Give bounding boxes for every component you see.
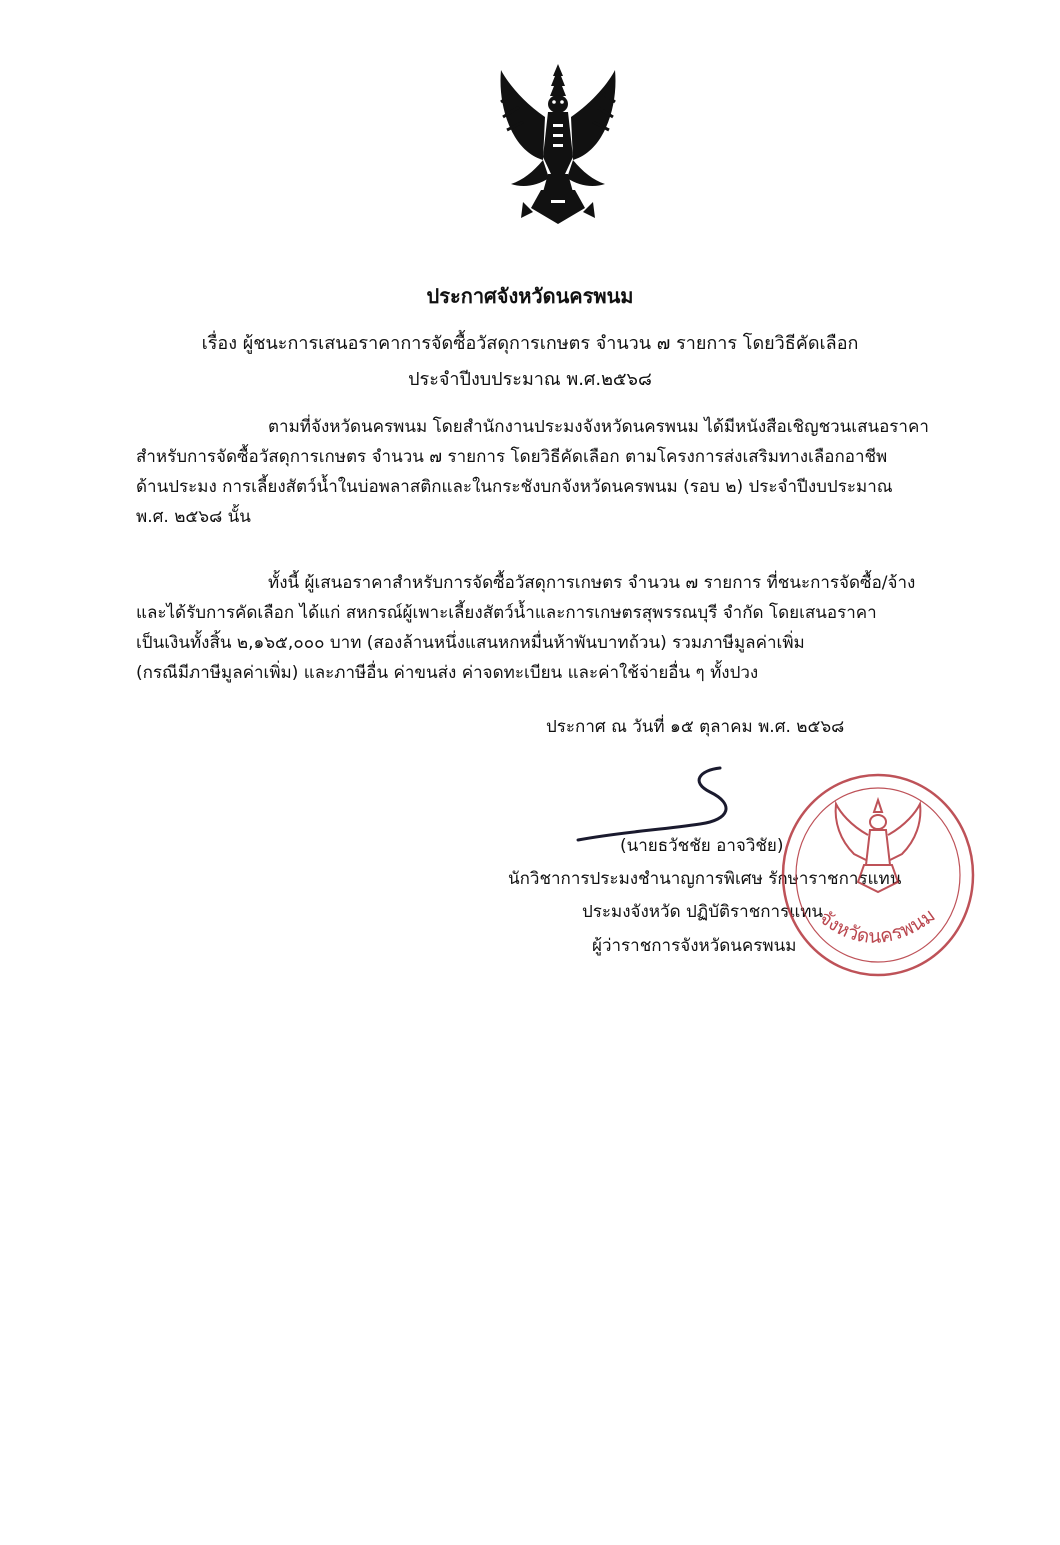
document-subject <box>0 326 1060 398</box>
paragraph-line: พ.ศ. ๒๕๖๘ นั้น <box>136 507 251 527</box>
signatory-position: นักวิชาการประมงชำนาญการพิเศษ รักษาราชการแทน <box>508 869 902 889</box>
paragraph-line: เป็นเงินทั้งสิ้น ๒,๑๖๕,๐๐๐ บาท (สองล้านหนึ่งแสนหกหมื่นห้าพันบาทถ้วน) รวมภาษีมูลค่าเพิ่ม <box>136 633 805 653</box>
svg-text:จังหวัดนครพนม <box>815 904 939 948</box>
paragraph-line: สำหรับการจัดซื้อวัสดุการเกษตร จำนวน ๗ รายการ โดยวิธีคัดเลือก ตามโครงการส่งเสริมทางเลือกอาชีพ <box>136 447 888 467</box>
paragraph-line: และได้รับการคัดเลือก ได้แก่ สหกรณ์ผู้เพาะเลี้ยงสัตว์น้ำและการเกษตรสุพรรณบุรี จำกัด โดยเสนอราคา <box>136 603 877 623</box>
announcement-date: ประกาศ ณ วันที่ ๑๕ ตุลาคม พ.ศ. ๒๕๖๘ <box>546 717 845 737</box>
subject-line: เรื่อง ผู้ชนะการเสนอราคาการจัดซื้อวัสดุการเกษตร จำนวน ๗ รายการ โดยวิธีคัดเลือก <box>201 333 859 354</box>
subject-line: ประจำปีงบประมาณ พ.ศ.๒๕๖๘ <box>408 369 652 390</box>
signatory-position: ประมงจังหวัด ปฏิบัติราชการแทน <box>582 902 824 922</box>
document-title: ประกาศจังหวัดนครพนม <box>426 284 634 308</box>
paragraph-line: (กรณีมีภาษีมูลค่าเพิ่ม) และภาษีอื่น ค่าขนส่ง ค่าจดทะเบียน และค่าใช้จ่ายอื่น ๆ ทั้งปวง <box>136 663 759 683</box>
garuda-emblem-icon <box>493 62 623 232</box>
paragraph-line: ทั้งนี้ ผู้เสนอราคาสำหรับการจัดซื้อวัสดุการเกษตร จำนวน ๗ รายการ ที่ชนะการจัดซื้อ/จ้าง <box>268 573 916 593</box>
signatory-name: (นายธวัชชัย อาจวิชัย) <box>620 836 784 856</box>
provincial-seal-stamp <box>778 770 978 980</box>
paragraph-line: ด้านประมง การเลี้ยงสัตว์น้ำในบ่อพลาสติกและในกระชังบกจังหวัดนครพนม (รอบ ๒) ประจำปีงบประมาณ <box>136 477 893 497</box>
signatory-position: ผู้ว่าราชการจังหวัดนครพนม <box>592 936 797 956</box>
seal-text: จังหวัดนครพนม <box>815 904 940 948</box>
body-paragraph-1 <box>136 412 936 532</box>
paragraph-line: ตามที่จังหวัดนครพนม โดยสำนักงานประมงจังหวัดนครพนม ได้มีหนังสือเชิญชวนเสนอราคา <box>268 417 929 437</box>
body-paragraph-2 <box>136 568 936 688</box>
